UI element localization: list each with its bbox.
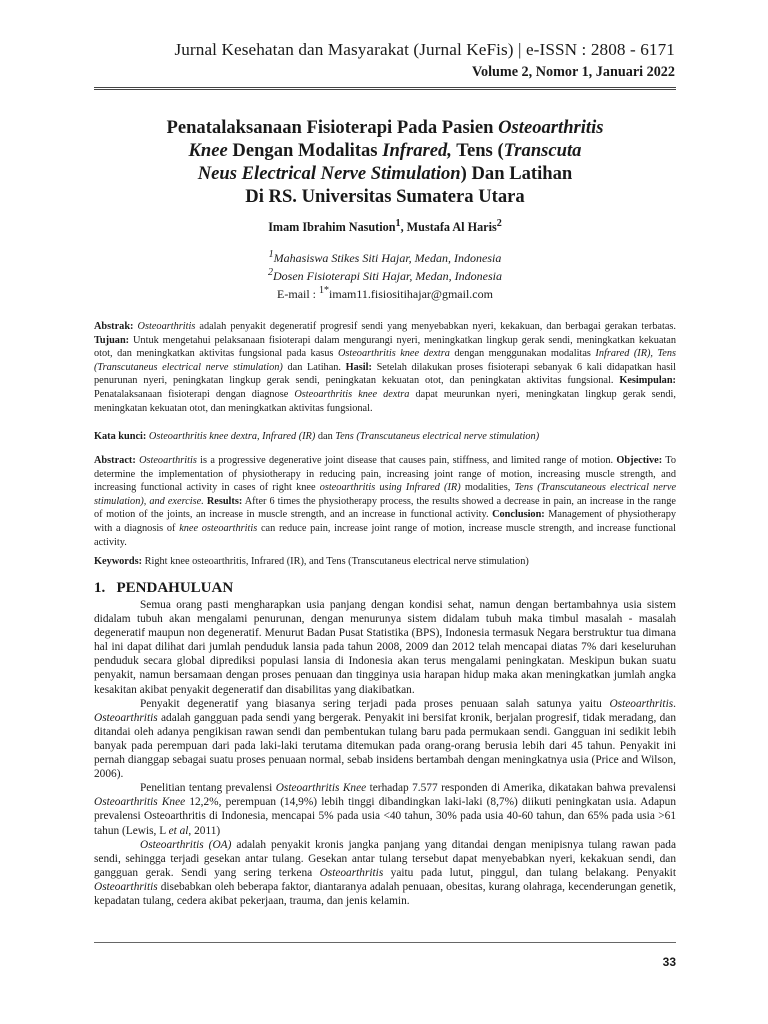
abstract-indonesian: Abstrak: Osteoarthritis adalah penyakit degeneratif progresif sendi yang menyebabkan nyeri, kekakuan, dan berbagai gerakan terbatas. Tujuan: Untuk mengetahui pelaksanaan fisioterapi dalam mengurangi nyeri, meningkatkan lingkup gerak sendi, meningkatkan kekuatan otot, dan meningkatkan aktivitas fungsional pada kasus Osteoarthritis knee dextra dengan menggunakan modalitas Infrared (IR), Tens (Transcutaneus electrical nerve stimulation) dan Latihan. Hasil: Setelah dilakukan proses fisioterapi sebanyak 6 kali didapatkan hasil penurunan nyeri, peningkatan lingkup gerak sendi, peningkatan kekuatan otot, dan peningkatan aktivitas fungsional. Kesimpulan: Penatalaksanaan fisioterapi dengan diagnose Osteoarthritis knee dextra dapat meurunkan nyeri, meningkatan lingkup gerak sendi, meningkatan kekuatan otot, dan meningkatkan aktivitas fungsional. xyxy=(94,321,676,414)
title-line-1: Penatalaksanaan Fisioterapi Pada Pasien Osteoarthritis xyxy=(166,117,604,138)
author-list: Imam Ibrahim Nasution$^1$, Mustafa Al Haris$^2$ xyxy=(268,218,502,235)
email-line: E-mail : $^{1*}$imam11.fisiositihajar@gmail.com xyxy=(277,284,493,301)
volume-info: Volume 2, Nomor 1, Januari 2022 xyxy=(472,64,675,80)
email-link[interactable]: imam11.fisiositihajar@gmail.com xyxy=(329,286,493,301)
footer-rule xyxy=(94,942,676,943)
affiliation-2: $^2$Dosen Fisioterapi Siti Hajar, Medan, Indonesia xyxy=(268,266,502,283)
paragraph-1: Semua orang pasti mengharapkan usia panjang dengan kondisi sehat, namun dengan bertambahnya usia sistem didalam tubuh akan mengalami penurunan, dengan menurunya sistem didalam tubuh maka timbul masalah - masalah degeneratif maupun non degeneratif. Menurut Badan Pusat Statistika (BPS), Indonesia termasuk Negara berstruktur tua dimana hal ini dapat dilihat dari jumlah penduduk lansia pada tahun 2008, 2009 dan 2012 telah mencapai diatas 7% dari keseluruhan penduduk secara global diprediksi populasi lansia di Indonesia akan terus mengalami peningkatan. Meskipun bukan suatu penyakit, namun bersamaan dengan proses penuaan dan tingginya usia harapan hidup maka akan meningkatkan jumlah angka kesakitan akibat penyakit degeneratif dan disabilitas yang diakibatkan. xyxy=(94,599,676,696)
paragraph-2: Penyakit degeneratif yang biasanya sering terjadi pada proses penuaan salah satunya yaitu Osteoarthritis. Osteoarthritis adalah gangguan pada sendi yang bergerak. Penyakit ini bersifat kronik, berjalan progresif, tidak meradang, dan ditandai oleh adanya pengikisan rawan sendi dan pembentukan tulang baru pada permukaan sendi. Gangguan ini sedikit lebih banyak pada perempuan dari pada laki-laki terutama ditemukan pada orang-orang berusia lebih dari 45 tahun. Penyakit ini pernah dianggap sebagai suatu proses penuaan normal, sebab insidens bertambah dengan meningkatnya usia (Price and Wilson, 2006). xyxy=(94,697,676,781)
journal-header: Jurnal Kesehatan dan Masyarakat (Jurnal KeFis) | e-ISSN : 2808 - 6171 xyxy=(174,40,675,59)
kata-kunci: Kata kunci: Osteoarthritis knee dextra, Infrared (IR) dan Tens (Transcutaneus electrical nerve stimulation) xyxy=(94,431,540,442)
paragraph-3: Penelitian tentang prevalensi Osteoarthritis Knee terhadap 7.577 responden di Amerika, dikatakan bahwa prevalensi Osteoarthritis Knee 12,2%, perempuan (14,9%) lebih tinggi dibandingkan laki-laki (8,7%) diikuti peningkatan usia. Adapun prevalensi Osteoarthritis di Indonesia, mencapai 5% pada usia <40 tahun, 30% pada usia 40-60 tahun, dan 65% pada usia >61 tahun (Lewis, L et al, 2011) xyxy=(94,782,676,837)
title-line-3: Neus Electrical Nerve Stimulation) Dan Latihan xyxy=(197,163,573,184)
article-title xyxy=(94,116,676,208)
body-text xyxy=(94,598,676,908)
header-rule xyxy=(94,87,676,90)
keywords: Keywords: Right knee osteoarthritis, Infrared (IR), and Tens (Transcutaneus electrical nerve stimulation) xyxy=(94,556,529,567)
affiliation-1: $^1$Mahasiswa Stikes Siti Hajar, Medan, Indonesia xyxy=(268,249,502,265)
affiliations xyxy=(94,248,676,301)
paragraph-4: Osteoarthritis (OA) adalah penyakit kronis jangka panjang yang ditandai dengan menipisnya tulang rawan pada sendi, sehingga terjadi gesekan antar tulang. Gesekan antar tulang tersebut dapat menyebabkan nyeri, kekakuan sendi, dan gangguan gerak. Sendi yang sering terkena Osteoarthritis yaitu pada lutut, pinggul, dan tulang belakang. Penyakit Osteoarthritis disebabkan oleh beberapa faktor, diantaranya adalah penuaan, obesitas, kurang olahraga, kecenderungan genetik, kepadatan tulang, cedera akibat pekerjaan, trauma, dan jenis kelamin. xyxy=(94,838,677,907)
abstract-english: Abstract: Osteoarthritis is a progressive degenerative joint disease that causes pain, stiffness, and limited range of motion. Objective: To determine the implementation of physiotherapy in reducing pain, increasing joint range of motion, increasing muscle strength, and increasing functional activity in cases of right knee osteoarthritis using Infrared (IR) modalities, Tens (Transcutaneous electrical nerve stimulation), and exercise. Results: After 6 times the physiotherapy process, the results showed a decrease in pain, an increase in the range of motion of the joints, an increase in muscle strength, and an increase in functional activity. Conclusion: Management of physiotherapy with a diagnosis of knee osteoarthritis can reduce pain, increase joint range of motion, increase muscle strength, and increase functional activity. xyxy=(94,455,677,548)
title-line-2: Knee Dengan Modalitas Infrared, Tens (Transcuta xyxy=(188,140,582,161)
title-line-4: Di RS. Universitas Sumatera Utara xyxy=(245,186,525,207)
section-heading: 1. PENDAHULUAN xyxy=(94,580,234,596)
page-number: 33 xyxy=(662,955,676,969)
